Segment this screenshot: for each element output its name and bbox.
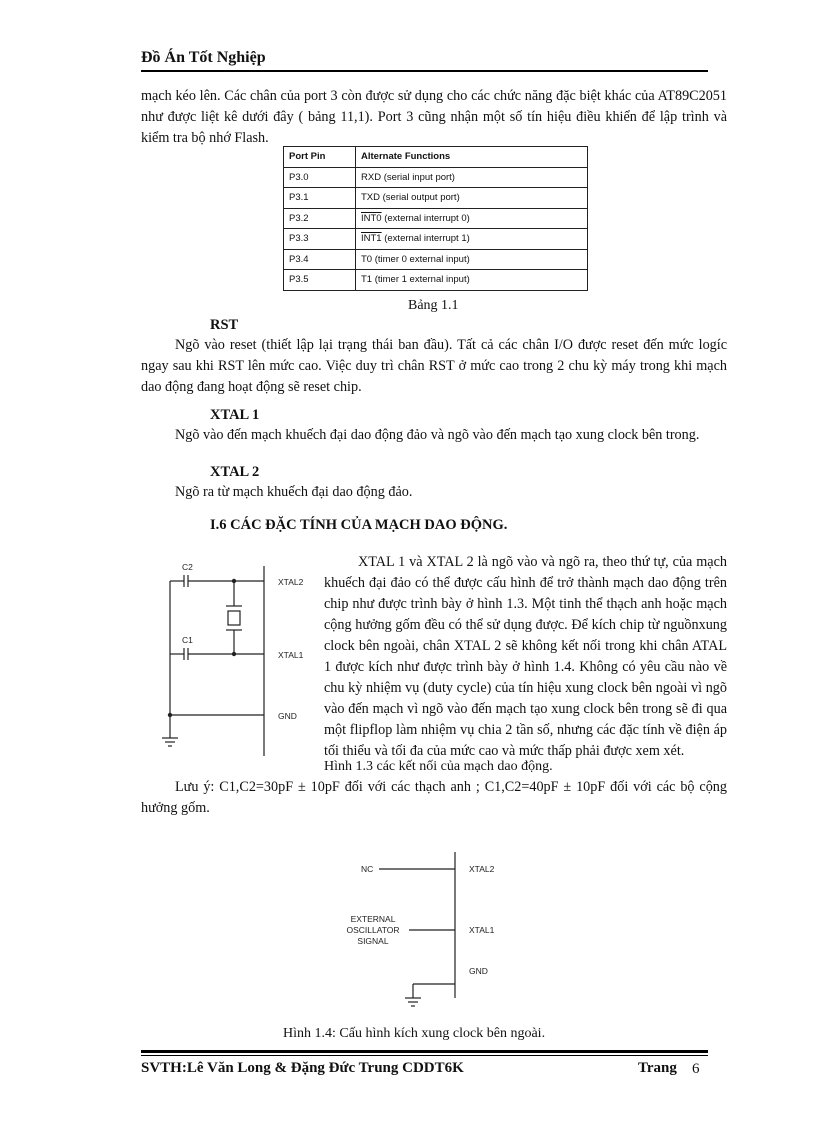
label-gnd: GND bbox=[469, 966, 488, 976]
label-external: EXTERNAL bbox=[350, 914, 396, 924]
figure-1-3-oscillator-circuit bbox=[150, 558, 320, 758]
function-text: TXD (serial output port) bbox=[361, 192, 460, 204]
label-c2: C2 bbox=[182, 562, 193, 572]
table-row bbox=[284, 229, 588, 250]
function-text: T0 (timer 0 external input) bbox=[361, 253, 470, 265]
table-row bbox=[284, 249, 588, 270]
header-rule bbox=[141, 70, 708, 72]
table-cell-function bbox=[356, 249, 588, 270]
table-cell-pin: P3.1 bbox=[284, 188, 356, 209]
table-row bbox=[284, 188, 588, 209]
label-nc: NC bbox=[361, 864, 374, 874]
label-oscillator: OSCILLATOR bbox=[346, 925, 400, 935]
function-text: RXD (serial input port) bbox=[361, 171, 455, 183]
footer-authors: SVTH:Lê Văn Long & Đặng Đức Trung CDDT6K bbox=[141, 1060, 464, 1076]
table-row bbox=[284, 270, 588, 291]
footer-rule-thick bbox=[141, 1050, 708, 1053]
label-gnd: GND bbox=[278, 711, 297, 721]
table-header-row bbox=[284, 147, 588, 168]
footer-rule-thin bbox=[141, 1055, 708, 1056]
table-cell-function bbox=[356, 208, 588, 229]
table-cell-function bbox=[356, 270, 588, 291]
label-xtal1: XTAL1 bbox=[469, 925, 495, 935]
function-text: (external interrupt 1) bbox=[381, 233, 470, 245]
figure-1-3-caption: Hình 1.3 các kết nối của mạch dao động. bbox=[324, 759, 553, 774]
label-xtal2: XTAL2 bbox=[469, 864, 495, 874]
port3-table bbox=[283, 146, 588, 291]
overline-signal: INT0 bbox=[361, 212, 382, 224]
figure-1-4-external-clock bbox=[335, 850, 525, 1010]
rst-heading: RST bbox=[210, 317, 239, 333]
xtal2-paragraph: Ngõ ra từ mạch khuếch đại dao động đảo. bbox=[175, 484, 413, 500]
footer-page-label: Trang bbox=[638, 1060, 677, 1076]
note-paragraph: Lưu ý: C1,C2=30pF ± 10pF đối với các thạch anh ; C1,C2=40pF ± 10pF đối với các bộ cộng hưởng gốm. bbox=[141, 779, 727, 816]
table-cell-pin: P3.5 bbox=[284, 270, 356, 291]
table-cell-function bbox=[356, 229, 588, 250]
table-cell-function bbox=[356, 188, 588, 209]
table-row bbox=[284, 208, 588, 229]
oscillator-paragraph: XTAL 1 và XTAL 2 là ngõ vào và ngõ ra, theo thứ tự, của mạch khuếch đại đảo có thể được cấu hình để trở thành mạch dao động trên chip như được trình bày ở hình 1.3. Một tinh thể thạch anh hoặc mạch cộng hưởng gốm đều có thể sử dụng được. Để kích chip từ nguồnxung clock bên ngoài, chân XTAL 2 sẽ không kết nối trong khi chân ATAL 1 được kích như được trình bày ở hình 1.4. Không có yêu cầu nào về chu kỳ nhiệm vụ (duty cycle) của tín hiệu xung clock bên ngoài vì ngõ vào đến mạch vì ngõ vào đến mạch tạo xung clock bên trong sẽ đi qua một flipflop làm nhiệm vụ chia 2 tần số, nhưng các đặc tính về điện áp tối thiểu và tối đa của mức cao và mức thấp phải được xem xét. bbox=[324, 554, 727, 759]
function-text: (external interrupt 0) bbox=[381, 212, 470, 224]
function-text: T1 (timer 1 external input) bbox=[361, 274, 470, 286]
rst-paragraph: Ngõ vào reset (thiết lập lại trạng thái ban đầu). Tất cả các chân I/O được reset đến mức logíc ngay sau khi RST lên mức cao. Việc duy trì chân RST ở mức cao trong 2 chu kỳ máy trong khi mạch dao động đang hoạt động sẽ reset chip. bbox=[141, 337, 727, 395]
intro-paragraph: mạch kéo lên. Các chân của port 3 còn được sử dụng cho các chức năng đặc biệt khác của AT89C2051 như được liệt kê dưới đây ( bảng 11,1). Port 3 cũng nhận một số tín hiệu điều khiển để lập trình và kiểm tra bộ nhớ Flash. bbox=[141, 88, 727, 146]
xtal1-paragraph: Ngõ vào đến mạch khuếch đại dao động đảo và ngõ vào đến mạch tạo xung clock bên trong. bbox=[175, 427, 700, 443]
table-cell-pin: P3.2 bbox=[284, 208, 356, 229]
table-cell-pin: P3.4 bbox=[284, 249, 356, 270]
page-header-title: Đồ Án Tốt Nghiệp bbox=[141, 49, 266, 66]
table-header-port-pin: Port Pin bbox=[284, 147, 356, 168]
table-row bbox=[284, 167, 588, 188]
table-cell-function bbox=[356, 167, 588, 188]
xtal1-heading: XTAL 1 bbox=[210, 407, 260, 423]
table-caption: Bảng 1.1 bbox=[408, 298, 459, 313]
xtal2-heading: XTAL 2 bbox=[210, 464, 260, 480]
table-cell-pin: P3.0 bbox=[284, 167, 356, 188]
label-c1: C1 bbox=[182, 635, 193, 645]
label-signal: SIGNAL bbox=[357, 936, 389, 946]
table-header-alternate-functions: Alternate Functions bbox=[356, 147, 588, 168]
footer-page-number: 6 bbox=[692, 1061, 700, 1077]
overline-signal: INT1 bbox=[361, 233, 382, 245]
label-xtal1: XTAL1 bbox=[278, 650, 304, 660]
figure-1-4-caption: Hình 1.4: Cấu hình kích xung clock bên ngoài. bbox=[283, 1026, 546, 1041]
table-cell-pin: P3.3 bbox=[284, 229, 356, 250]
label-xtal2: XTAL2 bbox=[278, 577, 304, 587]
section-heading: I.6 CÁC ĐẶC TÍNH CỦA MẠCH DAO ĐỘNG. bbox=[210, 517, 508, 533]
